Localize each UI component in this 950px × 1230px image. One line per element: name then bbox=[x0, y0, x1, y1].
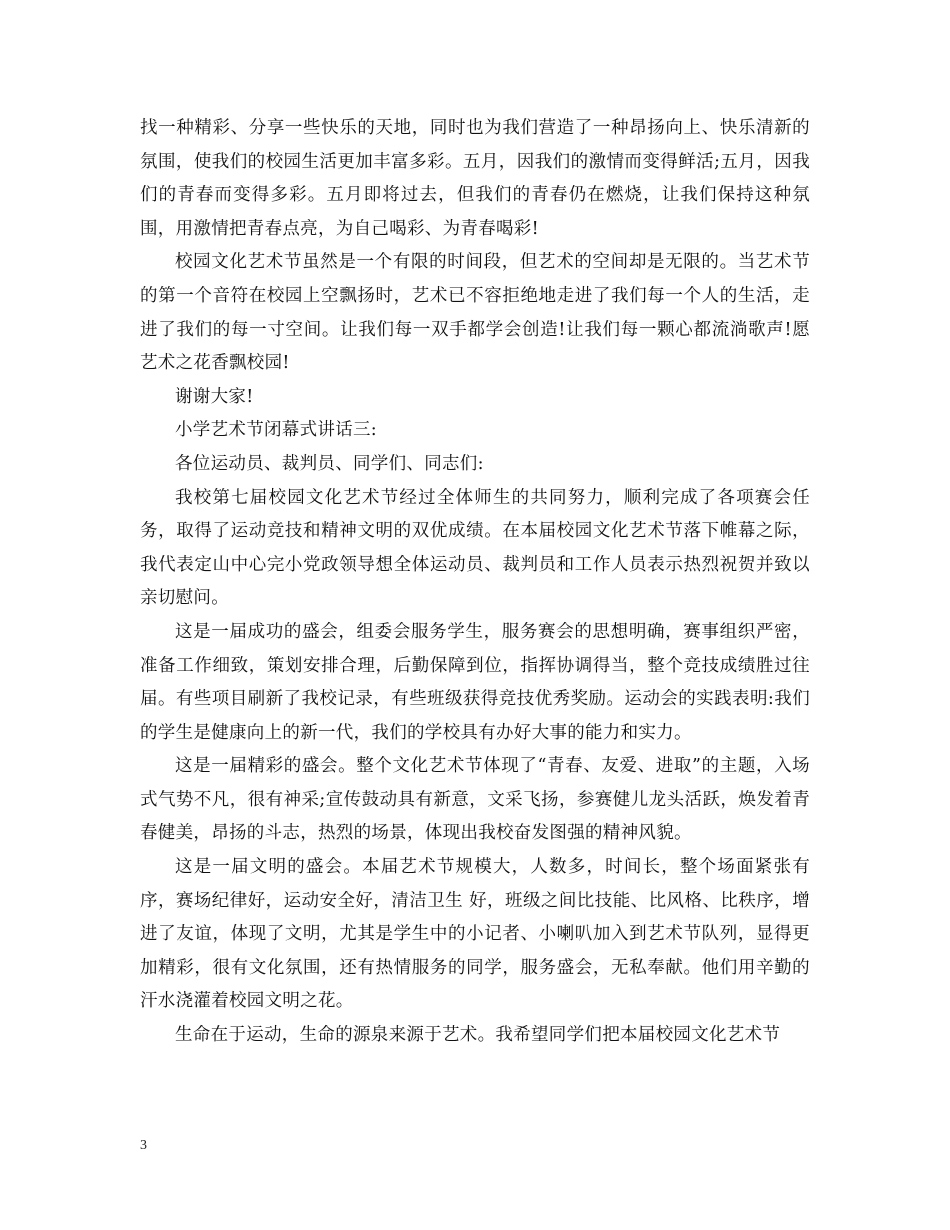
paragraph-8: 这是一届精彩的盛会。整个文化艺术节体现了“青春、友爱、进取”的主题，入场式气势不凡，很有神采;宣传鼓动具有新意，文采飞扬，参赛健儿龙头活跃，焕发着青春健美，昂扬的斗志，热烈的场景，体现出我校奋发图强的精神风貌。 bbox=[140, 756, 810, 844]
paragraph-10: 生命在于运动，生命的源泉来源于艺术。我希望同学们把本届校园文化艺术节 bbox=[175, 1025, 781, 1046]
paragraph-3: 谢谢大家! bbox=[175, 386, 254, 407]
document-body bbox=[140, 112, 810, 1053]
paragraph-4: 小学艺术节闭幕式讲话三: bbox=[175, 420, 377, 441]
paragraph-6: 我校第七届校园文化艺术节经过全体师生的共同努力，顺利完成了各项赛会任务，取得了运动竞技和精神文明的双优成绩。在本届校园文化艺术节落下帷幕之际，我代表定山中心完小党政领导想全体运动员、裁判员和工作人员表示热烈祝贺并致以亲切慰问。 bbox=[140, 487, 810, 609]
paragraph-2: 校园文化艺术节虽然是一个有限的时间段，但艺术的空间却是无限的。当艺术节的第一个音符在校园上空飘扬时，艺术已不容拒绝地走进了我们每一个人的生活，走进了我们的每一寸空间。让我们每一双手都学会创造!让我们每一颗心都流淌歌声!愿艺术之花香飘校园! bbox=[140, 252, 810, 374]
paragraph-9: 这是一届文明的盛会。本届艺术节规模大，人数多，时间长，整个场面紧张有序，赛场纪律好，运动安全好，清洁卫生 好，班级之间比技能、比风格、比秩序，增进了友谊，体现了文明，尤其是学生中的小记者、小喇叭加入到艺术节队列，显得更加精彩，很有文化氛围，还有热情服务的同学，服务盛会，无私奉献。他们用辛勤的汗水浇灌着校园文明之花。 bbox=[140, 857, 810, 1012]
paragraph-1: 找一种精彩、分享一些快乐的天地，同时也为我们营造了一种昂扬向上、快乐清新的氛围，使我们的校园生活更加丰富多彩。五月，因我们的激情而变得鲜活;五月，因我们的青春而变得多彩。五月即将过去，但我们的青春仍在燃烧，让我们保持这种氛围，用激情把青春点亮，为自己喝彩、为青春喝彩! bbox=[140, 118, 810, 239]
page-number: 3 bbox=[140, 1138, 147, 1153]
paragraph-5: 各位运动员、裁判员、同学们、同志们: bbox=[175, 453, 484, 474]
paragraph-7: 这是一届成功的盛会，组委会服务学生，服务赛会的思想明确，赛事组织严密，准备工作细致，策划安排合理，后勤保障到位，指挥协调得当，整个竞技成绩胜过往届。有些项目刷新了我校记录，有些班级获得竞技优秀奖励。运动会的实践表明:我们的学生是健康向上的新一代，我们的学校具有办好大事的能力和实力。 bbox=[140, 621, 810, 743]
